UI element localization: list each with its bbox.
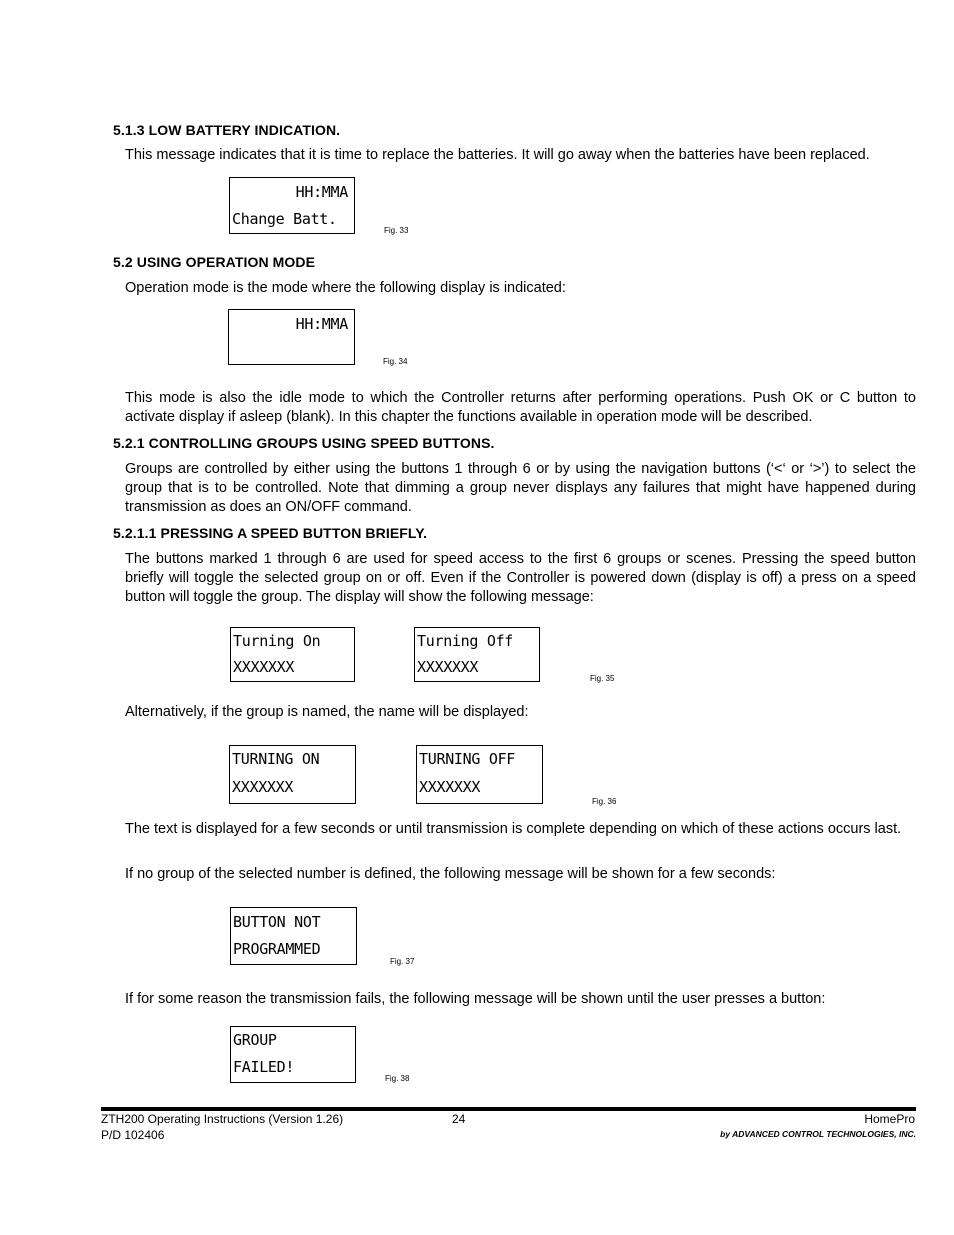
lcd-display-fig38 [230, 1026, 356, 1083]
footer-rule [101, 1107, 916, 1111]
lcd-line-1: Turning Off [417, 632, 514, 650]
figure-caption-36: Fig. 36 [592, 797, 617, 806]
lcd-line-2: Change Batt. [232, 210, 337, 228]
footer-company: by ADVANCED CONTROL TECHNOLOGIES, INC. [720, 1129, 916, 1139]
section-heading-5-2: 5.2 USING OPERATION MODE [113, 254, 316, 270]
lcd-display-fig36-off [416, 745, 543, 804]
paragraph-speed-button: The buttons marked 1 through 6 are used for speed access to the first 6 groups or scenes. Pressing the speed button briefly will toggle the selected group on or off. Even if the Controller is powered down (display is off) a press on a speed button will toggle the group. The display will show the following message: [125, 551, 916, 605]
lcd-display-fig35-on [230, 627, 355, 682]
lcd-line-1: TURNING ON [232, 750, 320, 768]
lcd-display-fig33 [229, 177, 355, 234]
lcd-line-2: XXXXXXX [233, 658, 295, 676]
lcd-line-1: TURNING OFF [419, 750, 516, 768]
paragraph-display-timing: The text is displayed for a few seconds or until transmission is complete depending on which of these actions occurs last. [125, 821, 902, 837]
figure-caption-37: Fig. 37 [390, 957, 415, 966]
section-heading-5-1-3: 5.1.3 LOW BATTERY INDICATION. [113, 122, 341, 138]
lcd-line-1: Turning On [233, 632, 321, 650]
figure-caption-34: Fig. 34 [383, 357, 408, 366]
lcd-line-1: GROUP [233, 1031, 277, 1049]
lcd-display-fig34 [228, 309, 355, 365]
lcd-display-fig37 [230, 907, 357, 965]
footer-brand: HomePro [864, 1112, 915, 1126]
lcd-line-1: BUTTON NOT [233, 913, 321, 931]
footer-page-number: 24 [452, 1112, 466, 1126]
lcd-display-fig36-on [229, 745, 356, 804]
paragraph-operation-mode: Operation mode is the mode where the following display is indicated: [125, 280, 566, 296]
lcd-line-2: XXXXXXX [417, 658, 479, 676]
figure-caption-33: Fig. 33 [384, 226, 409, 235]
lcd-line-2: XXXXXXX [419, 778, 481, 796]
lcd-line-2: FAILED! [233, 1058, 295, 1076]
figure-caption-35: Fig. 35 [590, 674, 615, 683]
footer-part-number: P/D 102406 [101, 1128, 165, 1142]
figure-caption-38: Fig. 38 [385, 1074, 410, 1083]
lcd-display-fig35-off [414, 627, 540, 682]
paragraph-controlling-groups: Groups are controlled by either using the buttons 1 through 6 or by using the navigation buttons (‘<‘ or ‘>’) to select the group that is to be controlled. Note that dimming a group never displays any failures that might have happened during transmission as does an ON/OFF command. [125, 461, 916, 515]
section-heading-5-2-1-1: 5.2.1.1 PRESSING A SPEED BUTTON BRIEFLY. [113, 525, 428, 541]
lcd-line-2: PROGRAMMED [233, 940, 321, 958]
lcd-line-2: XXXXXXX [232, 778, 294, 796]
lcd-line-1: HH:MMA [295, 315, 348, 333]
footer-document-title: ZTH200 Operating Instructions (Version 1.26) [101, 1112, 344, 1126]
lcd-line-1: HH:MMA [295, 183, 348, 201]
paragraph-group-named: Alternatively, if the group is named, the name will be displayed: [125, 704, 529, 720]
paragraph-no-group: If no group of the selected number is defined, the following message will be shown for a few seconds: [125, 866, 776, 882]
paragraph-transmission-fails: If for some reason the transmission fails, the following message will be shown until the user presses a button: [125, 991, 826, 1007]
section-heading-5-2-1: 5.2.1 CONTROLLING GROUPS USING SPEED BUTTONS. [113, 435, 495, 451]
paragraph-low-battery: This message indicates that it is time to replace the batteries. It will go away when the batteries have been replaced. [125, 147, 870, 163]
paragraph-idle-mode: This mode is also the idle mode to which the Controller returns after performing operations. Push OK or C button to activate display if asleep (blank). In this chapter the functions available in operation mode will be described. [125, 390, 916, 425]
